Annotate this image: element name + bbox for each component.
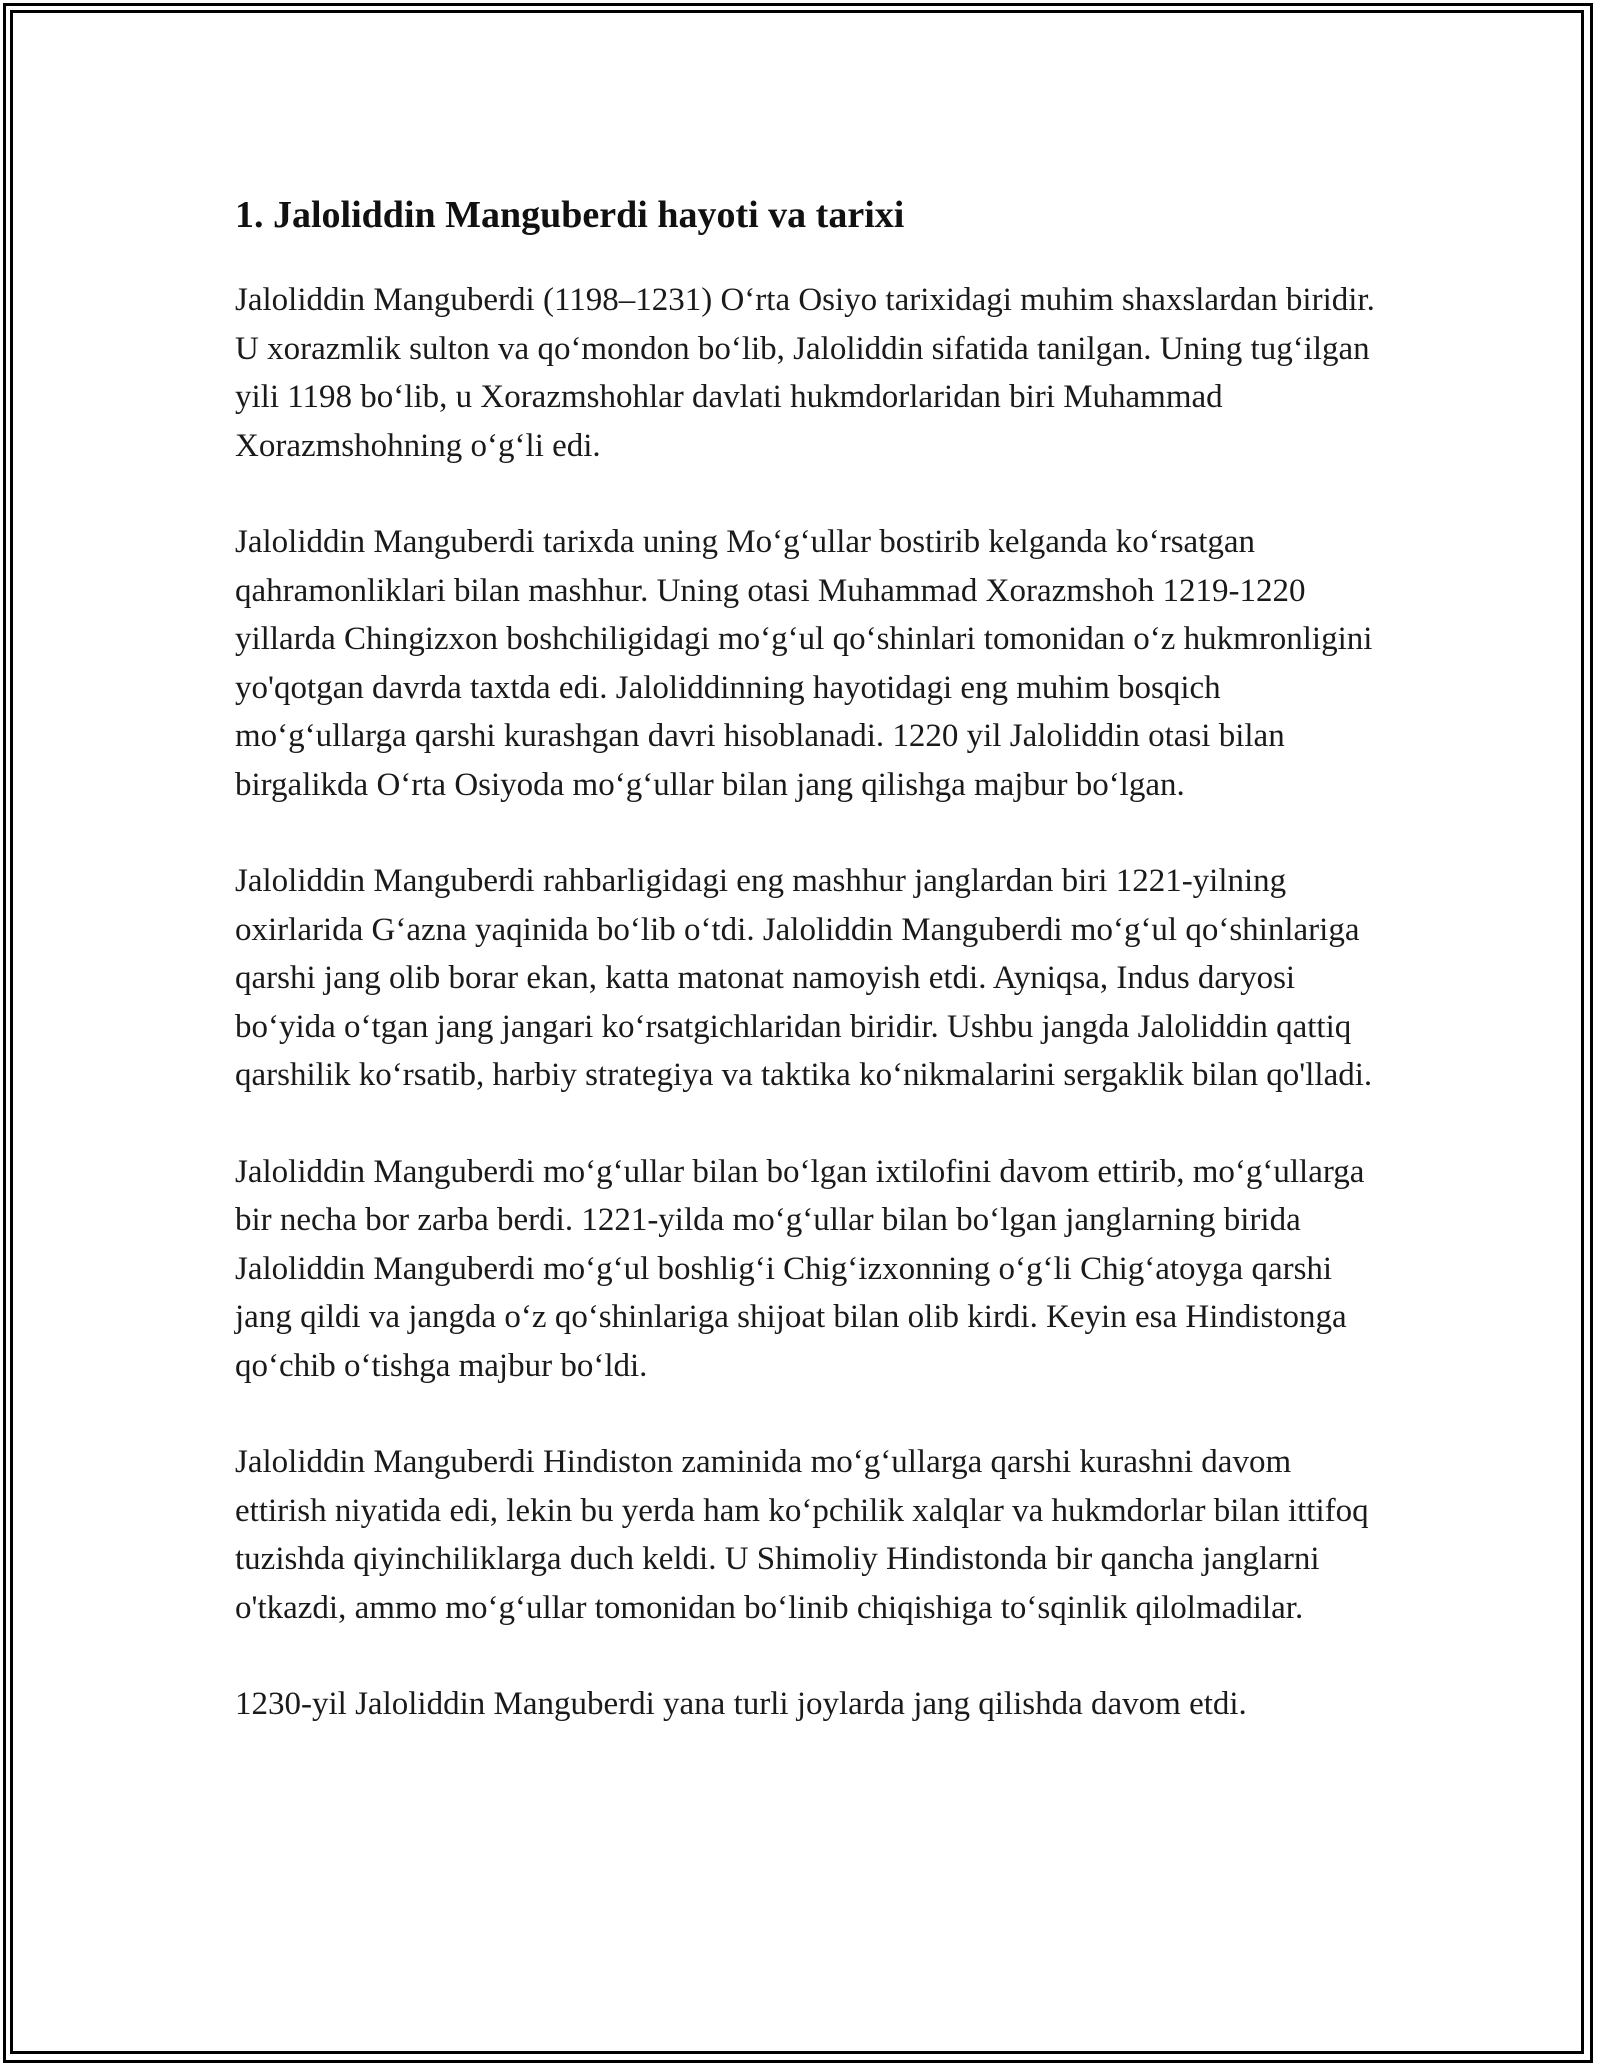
paragraph-1: Jaloliddin Manguberdi (1198–1231) O‘rta Osiyo tarixidagi muhim shaxslardan biridir. U xorazmlik sulton va qo‘mondon bo‘lib, Jaloliddin sifatida tanilgan. Uning tug‘ilgan yili 1198 bo‘lib, u Xorazmshohlar davlati hukmdorlaridan biri Muhammad Xorazmshohning o‘g‘li edi. xyxy=(235,282,1375,464)
section-heading: 1. Jaloliddin Manguberdi hayoti va tarixi xyxy=(235,194,905,236)
paragraph-5: Jaloliddin Manguberdi Hindiston zaminida mo‘g‘ullarga qarshi kurashni davom ettirish niyatida edi, lekin bu yerda ham ko‘pchilik xalqlar va hukmdorlar bilan ittifoq tuzishda qiyinchiliklarga duch keldi. U Shimoliy Hindistonda bir qancha janglarni o'tkazdi, ammo mo‘g‘ullar tomonidan bo‘linib chiqishiga to‘sqinlik qilolmadilar. xyxy=(235,1444,1369,1626)
document-body xyxy=(235,190,1385,1729)
paragraph-6: 1230-yil Jaloliddin Manguberdi yana turli joylarda jang qilishda davom etdi. xyxy=(235,1686,1247,1722)
paragraph-2: Jaloliddin Manguberdi tarixda uning Mo‘g‘ullar bostirib kelganda ko‘rsatgan qahramonliklari bilan mashhur. Uning otasi Muhammad Xorazmshoh 1219-1220 yillarda Chingizxon boshchiligidagi mo‘g‘ul qo‘shinlari tomonidan o‘z hukmronligini yo'qotgan davrda taxtda edi. Jaloliddinning hayotidagi eng muhim bosqich mo‘g‘ullarga qarshi kurashgan davri hisoblanadi. 1220 yil Jaloliddin otasi bilan birgalikda O‘rta Osiyoda mo‘g‘ullar bilan jang qilishga majbur bo‘lgan. xyxy=(235,524,1373,803)
paragraph-3: Jaloliddin Manguberdi rahbarligidagi eng mashhur janglardan biri 1221-yilning oxirlarida G‘azna yaqinida bo‘lib o‘tdi. Jaloliddin Manguberdi mo‘g‘ul qo‘shinlariga qarshi jang olib borar ekan, katta matonat namoyish etdi. Ayniqsa, Indus daryosi bo‘yida o‘tgan jang jangari ko‘rsatgichlaridan biridir. Ushbu jangda Jaloliddin qattiq qarshilik ko‘rsatib, harbiy strategiya va taktika ko‘nikmalarini sergaklik bilan qo'lladi. xyxy=(235,863,1373,1093)
paragraph-4: Jaloliddin Manguberdi mo‘g‘ullar bilan bo‘lgan ixtilofini davom ettirib, mo‘g‘ullarga bir necha bor zarba berdi. 1221-yilda mo‘g‘ullar bilan bo‘lgan janglarning birida Jaloliddin Manguberdi mo‘g‘ul boshlig‘i Chig‘izxonning o‘g‘li Chig‘atoyga qarshi jang qildi va jangda o‘z qo‘shinlariga shijoat bilan olib kirdi. Keyin esa Hindistonga qo‘chib o‘tishga majbur bo‘ldi. xyxy=(235,1153,1365,1384)
